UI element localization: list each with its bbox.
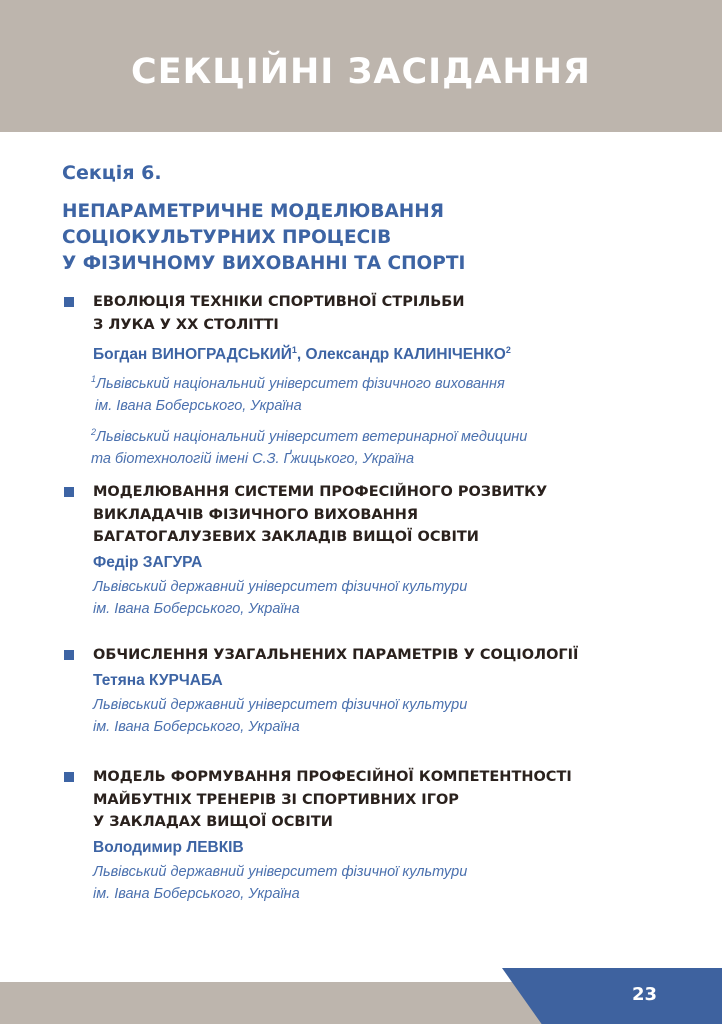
footnote-mark: 2 bbox=[505, 345, 511, 355]
title-line: ЕВОЛЮЦІЯ ТЕХНІКИ СПОРТИВНОЇ СТРІЛЬБИ bbox=[93, 294, 465, 310]
affiliation-line: Львівський національний університет ветеринарної медицини bbox=[96, 428, 528, 445]
affiliation-line: ім. Івана Боберського, Україна bbox=[93, 885, 300, 902]
section-title-line: У ФІЗИЧНОМУ ВИХОВАННІ ТА СПОРТІ bbox=[62, 253, 466, 274]
page-number: 23 bbox=[632, 984, 658, 1005]
affiliation-line: та біотехнологій імені С.З. Ґжицького, Україна bbox=[91, 450, 415, 467]
affiliation bbox=[93, 576, 662, 620]
title-line: ОБЧИСЛЕННЯ УЗАГАЛЬНЕНИХ ПАРАМЕТРІВ У СОЦІОЛОГІЇ bbox=[93, 647, 579, 663]
separator: , bbox=[296, 346, 306, 364]
footnote-mark: 2 bbox=[91, 426, 97, 437]
section-label: Секція 6. bbox=[62, 162, 162, 184]
affiliation-line: Львівський державний університет фізичної культури bbox=[93, 578, 468, 595]
presentation-item bbox=[62, 481, 662, 620]
square-bullet-icon bbox=[64, 772, 74, 782]
affiliation-line: ім. Івана Боберського, Україна bbox=[91, 397, 302, 414]
title-line: МАЙБУТНІХ ТРЕНЕРІВ ЗІ СПОРТИВНИХ ІГОР bbox=[93, 791, 459, 808]
page-header bbox=[0, 0, 722, 132]
title-line: БАГАТОГАЛУЗЕВИХ ЗАКЛАДІВ ВИЩОЇ ОСВІТИ bbox=[93, 529, 479, 545]
footnote-mark: 1 bbox=[91, 374, 97, 385]
affiliation-line: Львівський державний університет фізичної культури bbox=[93, 696, 468, 713]
square-bullet-icon bbox=[64, 650, 74, 660]
affiliation-line: ім. Івана Боберського, Україна bbox=[93, 600, 300, 617]
presentation-title bbox=[93, 644, 662, 667]
footnote-mark: 1 bbox=[291, 345, 297, 355]
presentation-title bbox=[93, 291, 662, 336]
presentation-item bbox=[62, 766, 662, 905]
square-bullet-icon bbox=[64, 487, 74, 497]
affiliation-line: Львівський державний університет фізичної культури bbox=[93, 863, 468, 880]
section-title bbox=[62, 199, 465, 277]
section-title-line: НЕПАРАМЕТРИЧНЕ МОДЕЛЮВАННЯ bbox=[62, 201, 444, 222]
title-line: З ЛУКА У ХХ СТОЛІТТІ bbox=[93, 316, 279, 333]
presentation-item bbox=[62, 644, 662, 738]
title-line: ВИКЛАДАЧІВ ФІЗИЧНОГО ВИХОВАННЯ bbox=[93, 506, 419, 523]
author-name: Федір ЗАГУРА bbox=[93, 553, 203, 571]
affiliation bbox=[93, 694, 662, 738]
square-bullet-icon bbox=[64, 297, 74, 307]
affiliation-line: ім. Івана Боберського, Україна bbox=[93, 718, 300, 735]
authors bbox=[93, 339, 662, 366]
author-name: Богдан ВИНОГРАДСЬКИЙ bbox=[93, 346, 292, 364]
author-name: Олександр КАЛИНІЧЕНКО bbox=[305, 346, 506, 364]
title-line: У ЗАКЛАДАХ ВИЩОЇ ОСВІТИ bbox=[93, 814, 333, 830]
header-title: СЕКЦІЙНІ ЗАСІДАННЯ bbox=[131, 52, 591, 92]
title-line: МОДЕЛЮВАННЯ СИСТЕМИ ПРОФЕСІЙНОГО РОЗВИТКУ bbox=[93, 484, 548, 500]
presentation-title bbox=[93, 481, 662, 549]
author-name: Тетяна КУРЧАБА bbox=[93, 671, 223, 689]
affiliation bbox=[93, 861, 662, 905]
affiliation bbox=[91, 368, 662, 470]
affiliation-line: Львівський національний університет фізичного виховання bbox=[96, 375, 505, 392]
presentation-item bbox=[62, 291, 662, 470]
presentation-title bbox=[93, 766, 662, 834]
section-title-line: СОЦІОКУЛЬТУРНИХ ПРОЦЕСІВ bbox=[62, 227, 392, 248]
author-name: Володимир ЛЕВКІВ bbox=[93, 838, 244, 856]
title-line: МОДЕЛЬ ФОРМУВАННЯ ПРОФЕСІЙНОЇ КОМПЕТЕНТНОСТІ bbox=[93, 769, 572, 785]
